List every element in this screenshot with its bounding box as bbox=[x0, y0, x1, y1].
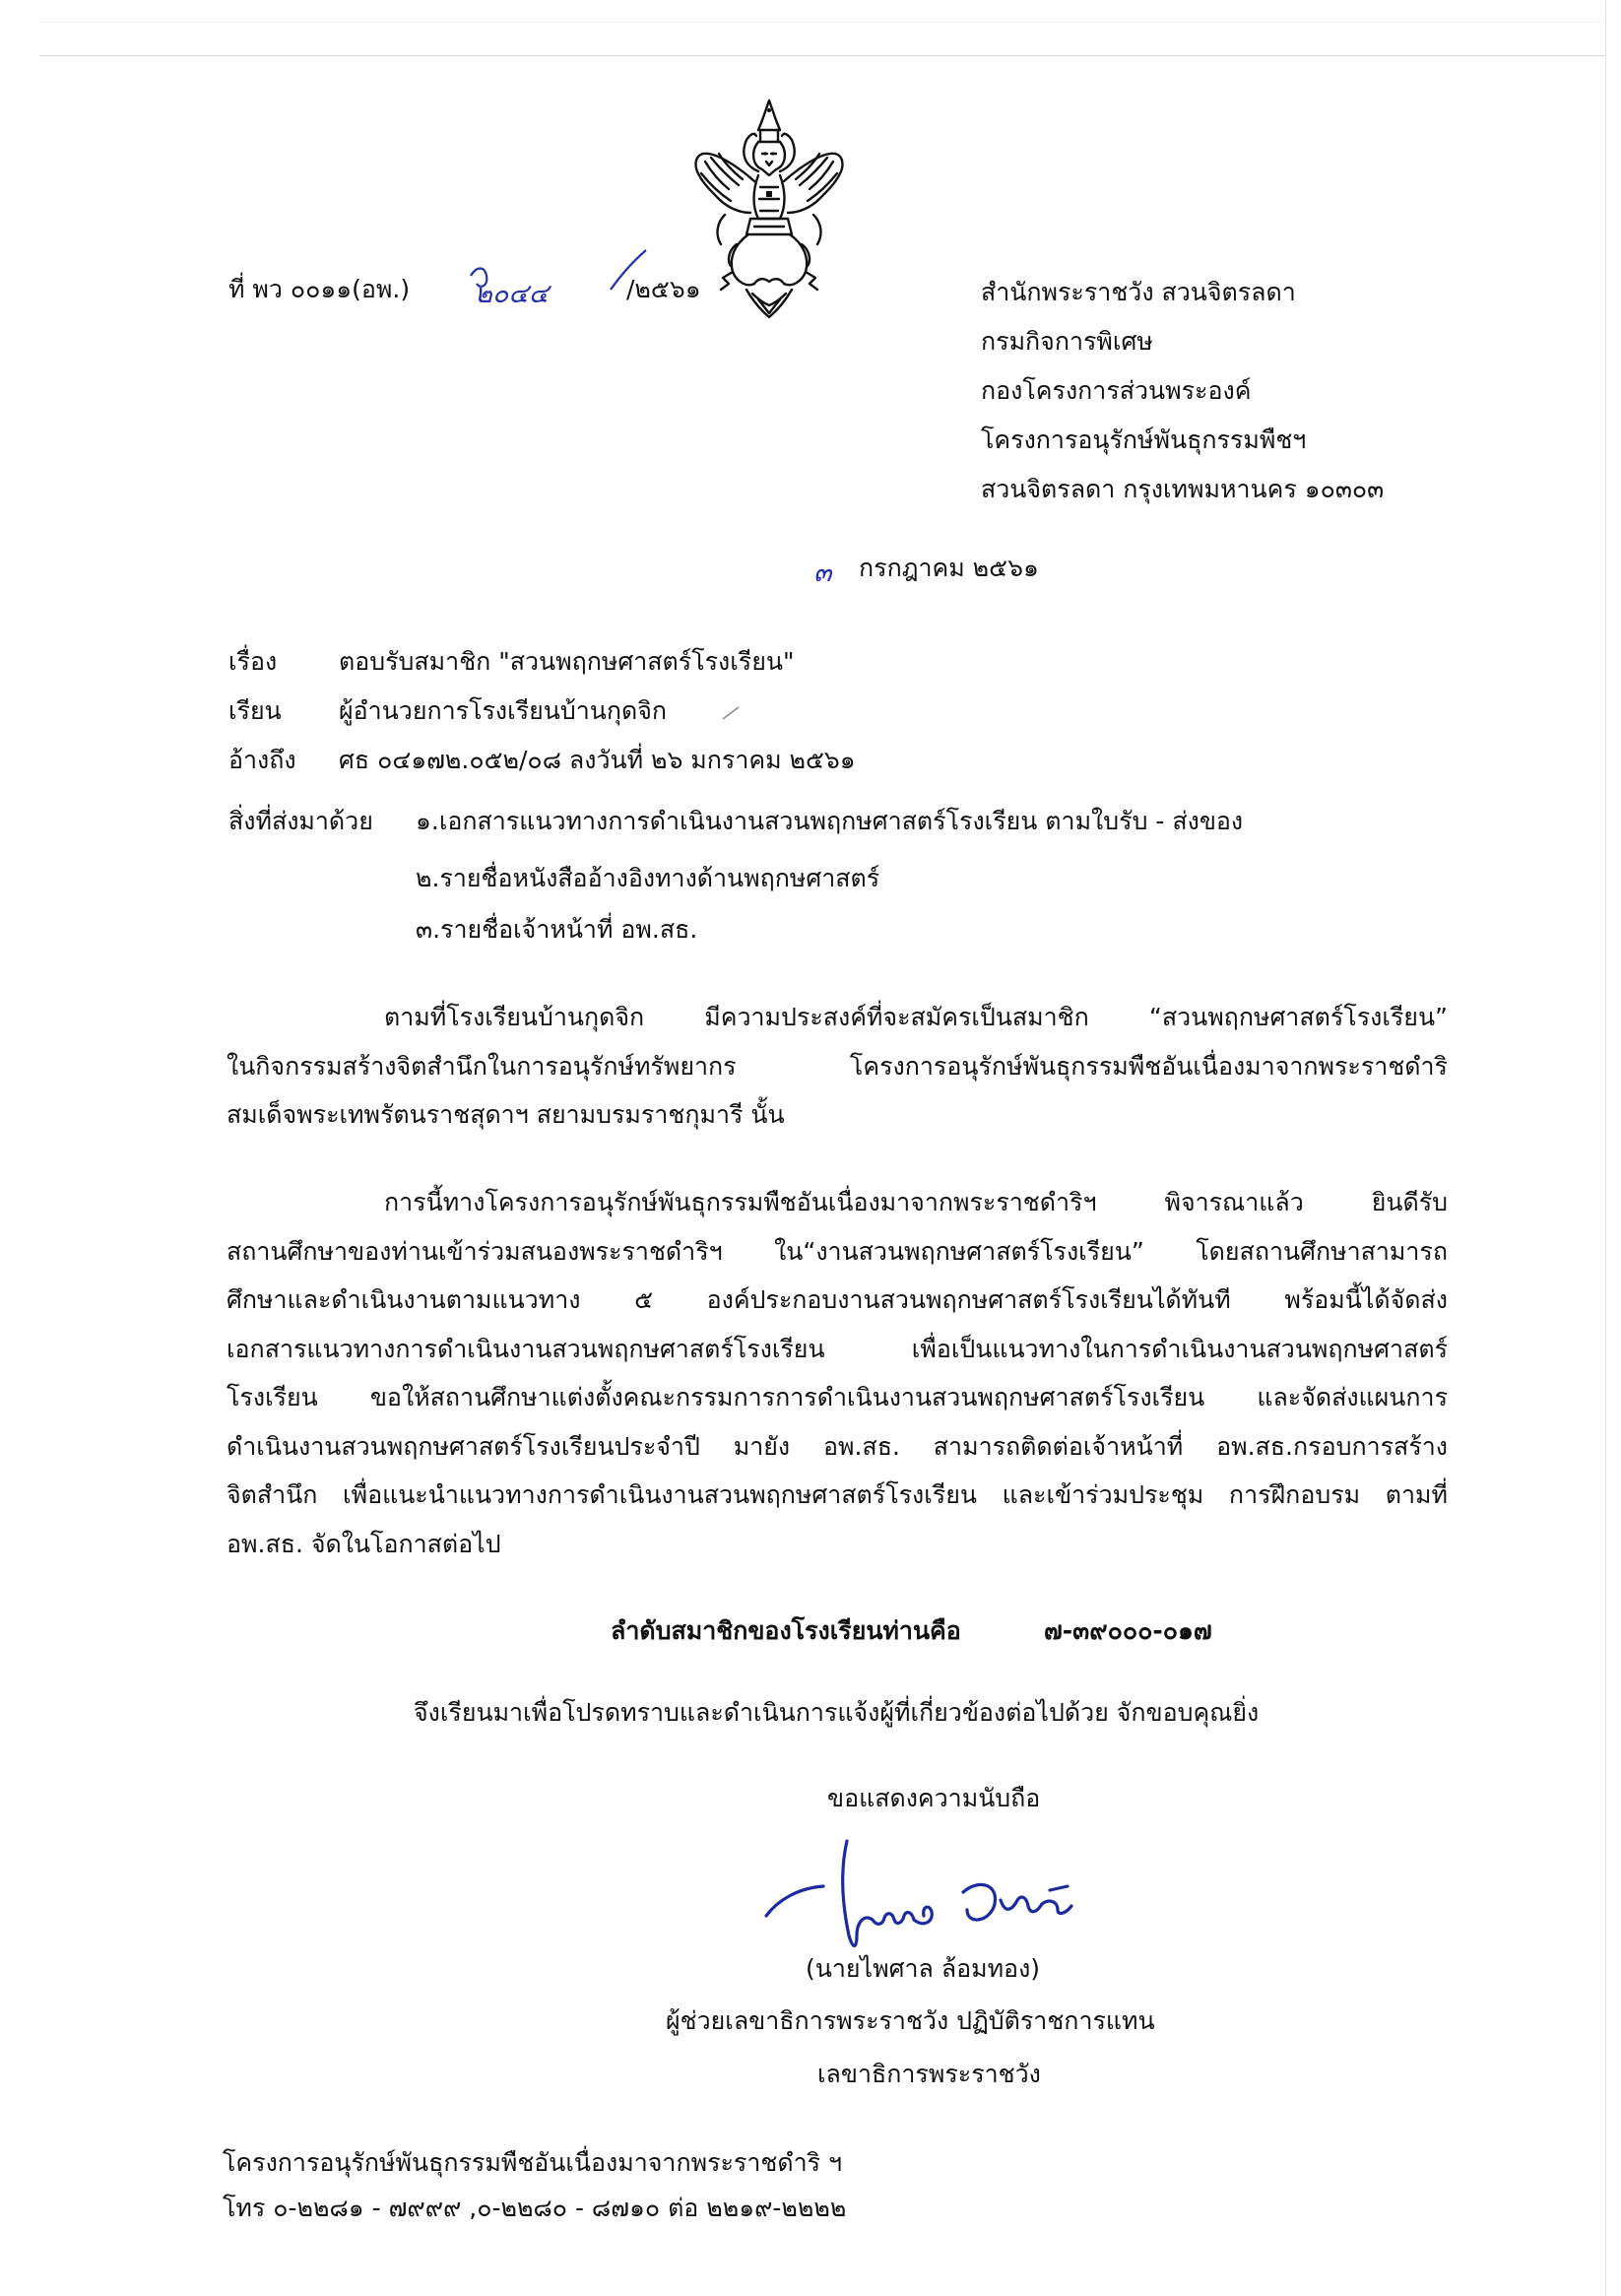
footer-phone: โทร ๐-๒๒๘๑ - ๗๙๙๙ ,๐-๒๒๘๐ - ๘๗๑๐ ต่อ ๒๒๑๙-๒๒๒๒ bbox=[223, 2194, 847, 2222]
paragraph-line: เอกสารแนวทางการดำเนินงานสวนพฤกษศาสตร์โรงเรียน เพื่อเป็นแนวทางในการดำเนินงานสวนพฤกษศาสตร์ bbox=[227, 1334, 1448, 1363]
paragraph-line: จิตสำนึก เพื่อแนะนำแนวทางการดำเนินงานสวนพฤกษศาสตร์โรงเรียน และเข้าร่วมประชุม การฝึกอบรม ตามที่ bbox=[227, 1480, 1448, 1509]
scan-border-top bbox=[39, 55, 1605, 56]
sender-line-1: สำนักพระราชวัง สวนจิตรลดา bbox=[981, 278, 1296, 306]
sender-line-2: กรมกิจการพิเศษ bbox=[981, 327, 1153, 356]
paragraph-line: ตามที่โรงเรียนบ้านกุดจิก มีความประสงค์ที่จะสมัครเป็นสมาชิก “สวนพฤกษศาสตร์โรงเรียน” bbox=[384, 1003, 1448, 1031]
subject-value: ตอบรับสมาชิก "สวนพฤกษศาสตร์โรงเรียน" bbox=[339, 647, 795, 676]
footer-organization: โครงการอนุรักษ์พันธุกรรมพืชอันเนื่องมาจากพระราชดำริ ฯ bbox=[223, 2148, 843, 2177]
pen-tick-icon bbox=[719, 701, 743, 725]
sender-line-5: สวนจิตรลดา กรุงเทพมหานคร ๑๐๓๐๓ bbox=[981, 475, 1385, 503]
subject-label: เรื่อง bbox=[228, 647, 278, 676]
salutation: ขอแสดงความนับถือ bbox=[827, 1784, 1041, 1812]
to-label: เรียน bbox=[228, 696, 282, 725]
sender-line-3: กองโครงการส่วนพระองค์ bbox=[981, 376, 1252, 405]
body-paragraph-1 bbox=[227, 993, 1448, 1140]
paragraph-line: ในกิจกรรมสร้างจิตสำนึกในการอนุรักษ์ทรัพยากร โครงการอนุรักษ์พันธุกรรมพืชอันเนื่องมาจากพระราชดำริ bbox=[227, 1051, 1448, 1081]
enclosure-label: สิ่งที่ส่งมาด้วย bbox=[228, 807, 373, 835]
signature-icon bbox=[758, 1827, 1103, 1965]
scan-border-top-faint bbox=[39, 22, 1605, 23]
reference-prefix: ที่ พว ๐๐๑๑(อพ.) bbox=[228, 275, 411, 303]
paragraph-line: โรงเรียน ขอให้สถานศึกษาแต่งตั้งคณะกรรมการการดำเนินงานสวนพฤกษศาสตร์โรงเรียน และจัดส่งแผนการ bbox=[227, 1383, 1448, 1411]
member-number: ๗-๓๙๐๐๐-๐๑๗ bbox=[1044, 1616, 1212, 1645]
enclosure-item: ๓.รายชื่อเจ้าหน้าที่ อพ.สธ. bbox=[416, 915, 698, 944]
paragraph-line: สมเด็จพระเทพรัตนราชสุดาฯ สยามบรมราชกุมารี นั้น bbox=[227, 1100, 785, 1129]
paragraph-line: สถานศึกษาของท่านเข้าร่วมสนองพระราชดำริฯ ใน“งานสวนพฤกษศาสตร์โรงเรียน” โดยสถานศึกษาสามารถ bbox=[227, 1236, 1448, 1266]
reference-handwritten-number: ๒๐๔๔ bbox=[475, 279, 550, 309]
garuda-emblem-icon bbox=[689, 97, 849, 321]
reference-number bbox=[228, 274, 410, 305]
reference-year: /๒๕๖๑ bbox=[626, 275, 701, 303]
date-text: กรกฎาคม ๒๕๖๑ bbox=[859, 554, 1039, 582]
scan-border-right bbox=[1605, 0, 1606, 2296]
signatory-title-2: เลขาธิการพระราชวัง bbox=[817, 2060, 1041, 2088]
to-value: ผู้อำนวยการโรงเรียนบ้านกุดจิก bbox=[339, 696, 668, 725]
date-day-handwritten: ๓ bbox=[813, 558, 832, 588]
closing-sentence: จึงเรียนมาเพื่อโปรดทราบและดำเนินการแจ้งผู้ที่เกี่ยวข้องต่อไปด้วย จักขอบคุณยิ่ง bbox=[414, 1698, 1260, 1727]
ref-label: อ้างถึง bbox=[228, 746, 296, 774]
body-paragraph-2 bbox=[227, 1178, 1448, 1568]
signatory-name: (นายไพศาล ล้อมทอง) bbox=[806, 1954, 1041, 1983]
ref-value: ศธ ๐๔๑๗๒.๐๕๒/๐๘ ลงวันที่ ๒๖ มกราคม ๒๕๖๑ bbox=[339, 746, 856, 774]
enclosure-item: ๑.เอกสารแนวทางการดำเนินงานสวนพฤกษศาสตร์โรงเรียน ตามใบรับ - ส่งของ bbox=[416, 807, 1244, 835]
paragraph-line: การนี้ทางโครงการอนุรักษ์พันธุกรรมพืชอันเนื่องมาจากพระราชดำริฯ พิจารณาแล้ว ยินดีรับ bbox=[384, 1188, 1448, 1216]
paragraph-line: ดำเนินงานสวนพฤกษศาสตร์โรงเรียนประจำปี มายัง อพ.สธ. สามารถติดต่อเจ้าหน้าที่ อพ.สธ.กรอบการสร้าง bbox=[227, 1431, 1448, 1461]
paragraph-line: อพ.สธ. จัดในโอกาสต่อไป bbox=[227, 1529, 501, 1558]
paragraph-line: ศึกษาและดำเนินงานตามแนวทาง ๕ องค์ประกอบงานสวนพฤกษศาสตร์โรงเรียนได้ทันที พร้อมนี้ได้จัดส่ง bbox=[227, 1285, 1448, 1314]
signatory-title-1: ผู้ช่วยเลขาธิการพระราชวัง ปฏิบัติราชการแทน bbox=[666, 2006, 1155, 2035]
sender-line-4: โครงการอนุรักษ์พันธุกรรมพืชฯ bbox=[981, 426, 1307, 454]
enclosure-item: ๒.รายชื่อหนังสืออ้างอิงทางด้านพฤกษศาสตร์ bbox=[416, 864, 880, 892]
member-label: ลำดับสมาชิกของโรงเรียนท่านคือ bbox=[611, 1616, 961, 1645]
